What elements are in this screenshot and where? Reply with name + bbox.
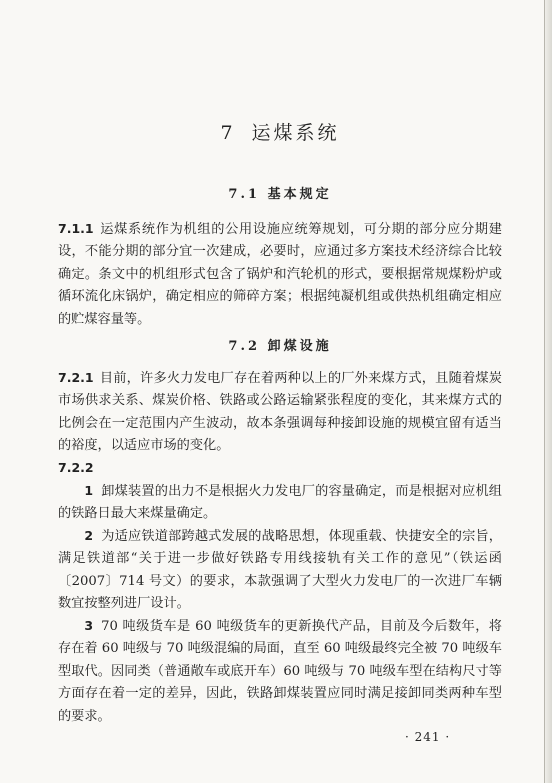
chapter-number: 7 <box>220 122 236 144</box>
clause-7-2-2 <box>58 457 502 480</box>
clause-text: 目前，许多火力发电厂存在着两种以上的厂外来煤方式，且随着煤炭市场供求关系、煤炭价格、铁路或公路运输紧张程度的变化，其来煤方式的比例会在一定范围内产生波动，故本条强调每种接卸设施的规模宜留有适当的裕度，以适应市场的变化。 <box>58 371 502 454</box>
chapter-title <box>58 118 502 145</box>
clause-number: 7.1.1 <box>58 221 94 236</box>
page-edge-shadow <box>544 0 552 783</box>
item-number: 3 <box>84 618 94 633</box>
clause-number: 7.2.1 <box>58 370 94 385</box>
item-3 <box>58 615 502 728</box>
clause-number: 7.2.2 <box>58 460 94 475</box>
clause-text: 运煤系统作为机组的公用设施应统筹规划，可分期的部分应分期建设，不能分期的部分宜一次建成，必要时，应通过多方案技术经济综合比较确定。条文中的机组形式包含了锅炉和汽轮机的形式，要根据常规煤粉炉或循环流化床锅炉，确定相应的筛碎方案；根据纯凝机组或供热机组确定相应的贮煤容量等。 <box>58 222 502 327</box>
chapter-name: 运煤系统 <box>251 122 340 144</box>
section-heading-7-1: 7.1 基本规定 <box>228 187 332 202</box>
item-text: 为适应铁道部跨越式发展的战略思想，体现重载、快捷安全的宗旨，满足铁道部“关于进一步做好铁路专用线接轨有关工作的意见”（铁运函〔2007〕714 号文）的要求，本款强调了大型火力发电厂的一次进厂车辆数宜按整列进厂设计。 <box>58 529 502 612</box>
section-heading-7-2: 7.2 卸煤设施 <box>228 339 332 354</box>
item-2 <box>58 525 502 616</box>
item-text: 卸煤装置的出力不是根据火力发电厂的容量确定，而是根据对应机组的铁路日最大来煤量确定。 <box>58 484 502 522</box>
item-text: 70 吨级货车是 60 吨级货车的更新换代产品，目前及今后数年，将存在着 60 吨级与 70 吨级混编的局面，直至 60 吨级最终完全被 70 吨级车型取代。因同类（普通敞车或底开车）60 吨级与 70 吨级车型在结构尺寸等方面存在着一定的差异，因此，铁路卸煤装置应同时满足接卸同类两种车型的要求。 <box>58 619 502 724</box>
page-number: · 241 · <box>405 730 451 744</box>
item-1 <box>58 480 502 526</box>
clause-7-2-1 <box>58 367 502 458</box>
item-number: 1 <box>84 483 94 498</box>
clause-7-1-1 <box>58 218 502 331</box>
item-number: 2 <box>84 528 94 543</box>
